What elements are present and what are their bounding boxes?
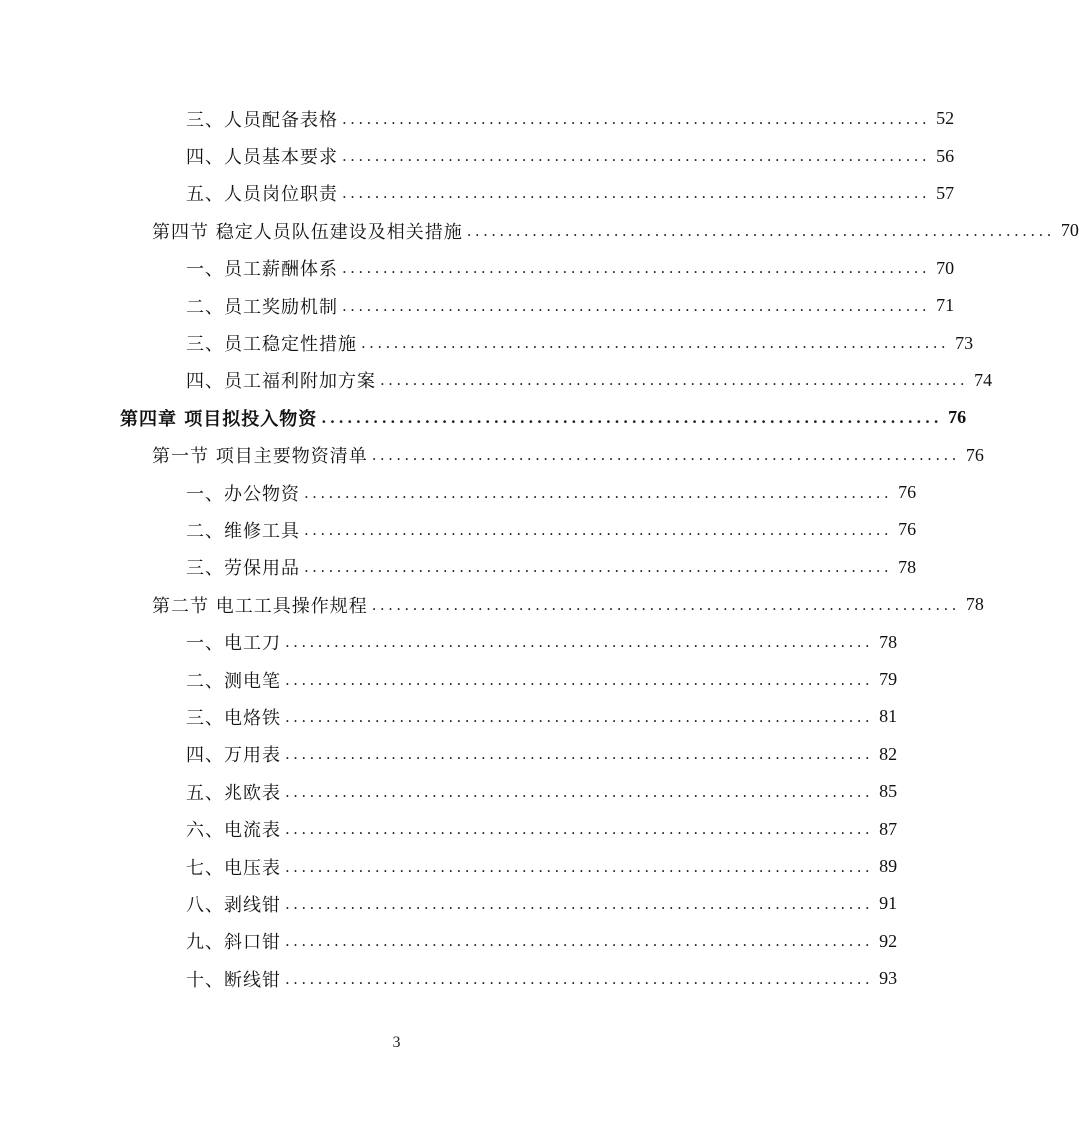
toc-leader-dots: ........................................................................ [304, 558, 893, 577]
toc-entry[interactable] [0, 773, 898, 810]
toc-leader-dots: ........................................................................ [285, 782, 874, 801]
toc-entry[interactable] [0, 623, 898, 660]
toc-leader-dots: ........................................................................ [380, 371, 969, 390]
toc-entry-page: 74 [974, 369, 993, 390]
toc-entry-page: 57 [936, 182, 955, 203]
toc-entry-page: 78 [879, 631, 898, 652]
toc-entry-chapter[interactable] [0, 399, 967, 436]
toc-entry[interactable] [0, 250, 955, 287]
toc-entry-title: 第四章 项目拟投入物资 [120, 405, 321, 431]
toc-leader-dots: ........................................................................ [361, 334, 950, 353]
toc-entry-page: 87 [879, 818, 898, 839]
toc-entry-title: 四、员工福利附加方案 [186, 367, 380, 393]
toc-leader-dots: ........................................................................ [371, 446, 960, 465]
toc-leader-dots: ........................................................................ [371, 595, 960, 614]
toc-entry-title: 第二节 电工工具操作规程 [152, 592, 372, 618]
toc-entry-title: 四、万用表 [186, 741, 285, 767]
toc-entry-title: 八、剥线钳 [186, 891, 285, 917]
toc-entry-page: 76 [898, 482, 917, 503]
toc-entry[interactable] [0, 100, 955, 137]
toc-entry-title: 九、斜口钳 [186, 928, 285, 954]
toc-entry-page: 91 [879, 893, 898, 914]
toc-entry-page: 78 [965, 594, 984, 615]
toc-entry[interactable] [0, 698, 898, 735]
toc-entry-title: 第一节 项目主要物资清单 [152, 442, 372, 468]
toc-leader-dots: ........................................................................ [304, 520, 893, 539]
toc-leader-dots: ........................................................................ [285, 857, 874, 876]
toc-entry[interactable] [0, 287, 955, 324]
toc-entry-title: 一、员工薪酬体系 [186, 255, 342, 281]
toc-entry-page: 70 [936, 257, 955, 278]
toc-entry-page: 93 [879, 968, 898, 989]
toc-entry-page: 71 [936, 295, 955, 316]
toc-entry-title: 四、人员基本要求 [186, 143, 342, 169]
toc-leader-dots: ........................................................................ [285, 633, 874, 652]
toc-entry[interactable] [0, 324, 974, 361]
toc-entry-page: 79 [879, 669, 898, 690]
toc-entry-page: 52 [936, 108, 955, 129]
toc-entry-section[interactable] [0, 586, 984, 623]
toc-entry-title: 二、维修工具 [186, 517, 304, 543]
toc-entry-title: 三、员工稳定性措施 [186, 330, 361, 356]
toc-entry-page: 89 [879, 856, 898, 876]
toc-entry[interactable] [0, 511, 917, 548]
toc-entry[interactable] [0, 362, 993, 399]
toc-entry-page: 76 [948, 407, 967, 428]
toc-entry-page: 76 [898, 519, 917, 540]
toc-leader-dots: ........................................................................ [285, 745, 874, 764]
toc-leader-dots: ........................................................................ [342, 259, 931, 278]
toc-entry[interactable] [0, 923, 898, 960]
toc-leader-dots: ........................................................................ [285, 894, 874, 913]
toc-entry[interactable] [0, 848, 898, 885]
toc-leader-dots: ........................................................................ [342, 184, 931, 203]
toc-entry[interactable] [0, 810, 898, 847]
toc-entry-title: 第四节 稳定人员队伍建设及相关措施 [152, 218, 467, 244]
toc-entry-title: 三、人员配备表格 [186, 106, 342, 132]
toc-entry-title: 二、员工奖励机制 [186, 293, 342, 319]
toc-entry[interactable] [0, 885, 898, 922]
toc-leader-dots: ........................................................................ [342, 147, 931, 166]
toc-entry-title: 七、电压表 [186, 854, 285, 880]
toc-entry-page: 85 [879, 781, 898, 802]
toc-entry-section[interactable] [0, 437, 984, 474]
table-of-contents [0, 100, 1079, 997]
toc-entry[interactable] [0, 960, 898, 997]
toc-leader-dots: ........................................................................ [285, 820, 874, 839]
toc-leader-dots: ........................................................................ [342, 296, 931, 315]
toc-entry-page: 81 [879, 706, 898, 727]
toc-entry-page: 78 [898, 556, 917, 577]
toc-leader-dots: ........................................................................ [466, 221, 1055, 240]
toc-entry-page: 70 [1060, 220, 1079, 241]
toc-entry-title: 二、测电笔 [186, 667, 285, 693]
toc-leader-dots: ........................................................................ [321, 408, 943, 427]
toc-entry-page: 76 [965, 444, 984, 465]
toc-entry[interactable] [0, 736, 898, 773]
toc-entry-title: 一、办公物资 [186, 480, 304, 506]
toc-leader-dots: ........................................................................ [285, 969, 874, 988]
toc-leader-dots: ........................................................................ [285, 670, 874, 689]
toc-entry[interactable] [0, 549, 917, 586]
toc-leader-dots: ........................................................................ [285, 932, 874, 951]
toc-entry-title: 六、电流表 [186, 816, 285, 842]
toc-entry-page: 92 [879, 930, 898, 951]
toc-entry-title: 五、兆欧表 [186, 779, 285, 805]
page-number: 3 [392, 1034, 401, 1051]
toc-leader-dots: ........................................................................ [285, 707, 874, 726]
toc-entry-page: 73 [955, 332, 974, 353]
toc-entry-title: 三、劳保用品 [186, 554, 304, 580]
toc-entry-title: 五、人员岗位职责 [186, 180, 342, 206]
toc-entry[interactable] [0, 175, 955, 212]
toc-entry-title: 三、电烙铁 [186, 704, 285, 730]
toc-entry-title: 十、断线钳 [186, 966, 285, 992]
toc-entry-page: 56 [936, 145, 955, 166]
toc-entry[interactable] [0, 137, 955, 174]
toc-entry[interactable] [0, 661, 898, 698]
toc-entry-section[interactable] [0, 212, 1079, 249]
toc-entry-title: 一、电工刀 [186, 629, 285, 655]
toc-leader-dots: ........................................................................ [304, 483, 893, 502]
toc-entry-page: 82 [879, 743, 898, 764]
toc-leader-dots: ........................................................................ [342, 109, 931, 128]
toc-entry[interactable] [0, 474, 917, 511]
